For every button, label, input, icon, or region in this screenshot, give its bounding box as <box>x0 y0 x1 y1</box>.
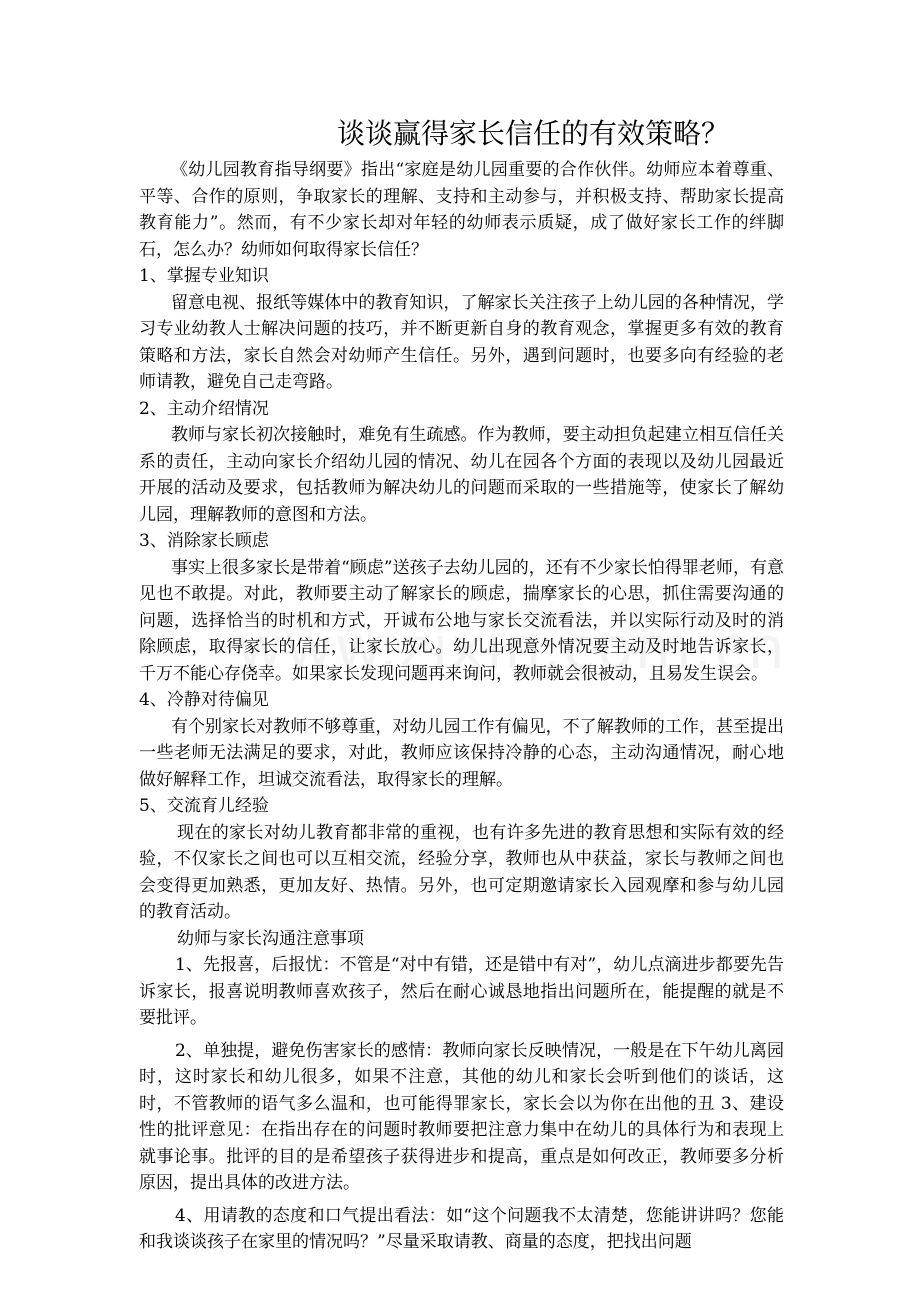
note-item-2: 2、单独提，避免伤害家长的感情：教师向家长反映情况，一般是在下午幼儿离园时，这时家长和幼儿很多，如果不注意，其他的幼儿和家长会听到他们的谈话，这时，不管教师的语气多么温和，也可能得罪家长，家长会以为你在出他的丑 3、建设性的批评意见：在指出存在的问题时教师要把注意力集中在幼儿的具体行为和表现上就事论事。批评的目的是希望孩子获得进步和提高，重点是如何改正，教师要多分析原因，提出具体的改进方法。 <box>139 1040 784 1193</box>
page-title: 谈谈赢得家长信任的有效策略？ <box>336 117 729 150</box>
section-5 <box>139 793 784 926</box>
notes-title: 幼师与家长沟通注意事项 <box>177 928 364 949</box>
section-body: 现在的家长对幼儿教育都非常的重视，也有许多先进的教育思想和实际有效的经验，不仅家长之间也可以互相交流，经验分享，教师也从中获益，家长与教师之间也会变得更加熟悉，更加友好、热情。另外，也可定期邀请家长入园观摩和参与幼儿园的教育活动。 <box>139 822 784 922</box>
section-body: 教师与家长初次接触时，难免有生疏感。作为教师，要主动担负起建立相互信任关系的责任，主动向家长介绍幼儿园的情况、幼儿在园各个方面的表现以及幼儿园最近开展的活动及要求，包括教师为解决幼儿的问题而采取的一些措施等，使家长了解幼儿园，理解教师的意图和方法。 <box>139 425 784 525</box>
note-item-4: 4、用请教的态度和口气提出看法：如“这个问题我不太清楚，您能讲讲吗？您能和我谈谈孩子在家里的情况吗？”尽量采取请教、商量的态度，把找出问题 <box>139 1205 784 1252</box>
section-body: 有个别家长对教师不够尊重，对幼儿园工作有偏见，不了解教师的工作，甚至提出一些老师无法满足的要求，对此，教师应该保持冷静的心态，主动沟通情况，耐心地做好解释工作，坦诚交流看法，取得家长的理解。 <box>139 716 784 790</box>
intro-paragraph: 《幼儿园教育指导纲要》指出“家庭是幼儿园重要的合作伙伴。幼师应本着尊重、平等、合作的原则，争取家长的理解、支持和主动参与，并积极支持、帮助家长提高教育能力”。然而，有不少家长却对年轻的幼师表示质疑，成了做好家长工作的绊脚石，怎么办？幼师如何取得家长信任？ <box>139 160 784 260</box>
section-heading: 3、消除家长顾虑 <box>139 531 269 551</box>
article-body <box>139 157 784 1256</box>
section-3 <box>139 528 784 687</box>
section-heading: 5、交流育儿经验 <box>139 796 269 816</box>
section-heading: 4、冷静对待偏见 <box>139 690 269 710</box>
section-4 <box>139 687 784 793</box>
section-body: 事实上很多家长是带着“顾虑”送孩子去幼儿园的，还有不少家长怕得罪老师，有意见也不敢提。对此，教师要主动了解家长的顾虑，揣摩家长的心思，抓住需要沟通的问题，选择恰当的时机和方式，开诚布公地与家长交流看法，并以实际行动及时的消除顾虑，取得家长的信任，让家长放心。幼儿出现意外情况要主动及时地告诉家长，千万不能心存侥幸。如果家长发现问题再来询问，教师就会很被动，且易发生误会。 <box>139 557 784 684</box>
section-2 <box>139 396 784 529</box>
note-item-1: 1、先报喜，后报忧：不管是“对中有错，还是错中有对”，幼儿点滴进步都要先告诉家长，报喜说明教师喜欢孩子，然后在耐心诚恳地指出问题所在，能提醒的就是不要批评。 <box>139 955 784 1028</box>
section-1 <box>139 263 784 396</box>
section-heading: 2、主动介绍情况 <box>139 398 269 419</box>
section-body: 留意电视、报纸等媒体中的教育知识，了解家长关注孩子上幼儿园的各种情况，学习专业幼教人士解决问题的技巧，并不断更新自身的教育观念，掌握更多有效的教育策略和方法，家长自然会对幼师产生信任。另外，遇到问题时，也要多向有经验的老师请教，避免自己走弯路。 <box>139 292 784 392</box>
section-heading: 1、掌握专业知识 <box>139 266 269 286</box>
